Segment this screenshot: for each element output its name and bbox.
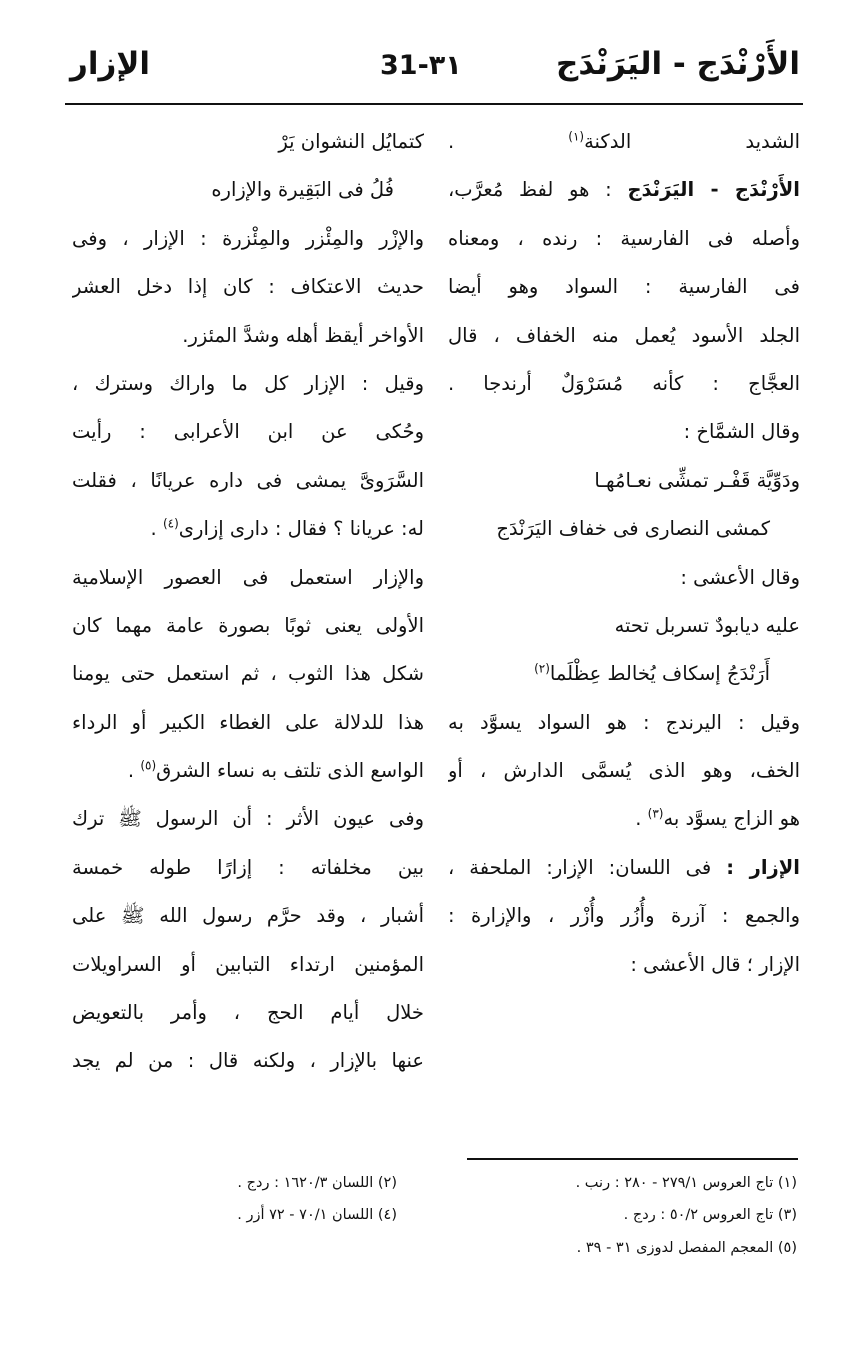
- entry-headword: الأَرْنْدَج - اليَرَنْدَج: [627, 178, 800, 202]
- text-line: الإزار ؛ قال الأعشى :: [630, 952, 800, 976]
- text-line: وقيل : اليرندج : هو السواد يسوَّد به: [448, 710, 800, 734]
- page-number: 31-٣١: [380, 50, 462, 81]
- text-line: الشديد الدكنة$^{(١)}$ .: [448, 129, 800, 153]
- text-line: والجمع : آزرة وأُزُر وأُزْر ، والإزارة :: [448, 904, 800, 928]
- text-line: وقال الأعشى :: [680, 565, 800, 589]
- footnote-5: (٥) المعجم المفصل لدوزى ٣١ - ٣٩ .: [576, 1240, 797, 1256]
- page-header: [70, 44, 800, 94]
- text-line: وقيل : الإزار كل ما واراك وسترك ،: [72, 371, 424, 395]
- text-line: عنها بالإزار ، ولكنه قال : من لم يجد: [72, 1049, 424, 1073]
- text-line: وأصله فى الفارسية : رنده ، ومعناه: [448, 226, 800, 250]
- text-line: هذا للدلالة على الغطاء الكبير أو الرداء: [72, 710, 424, 734]
- text-line: والإزار استعمل فى العصور الإسلامية: [72, 565, 424, 589]
- text-line: وحُكى عن ابن الأعرابى : رأيت: [72, 420, 424, 444]
- text-line: له: عريانا ؟ فقال : دارى إزارى$^{(٤)}$ .: [150, 516, 424, 541]
- verse-line: كتمايُل النشوان يَرْ: [278, 130, 424, 153]
- footnote-rule: [467, 1158, 798, 1160]
- running-title-right: الأَرْنْدَج - اليَرَنْدَج: [556, 46, 800, 82]
- text-line: المؤمنين ارتداء التبابين أو السراويلات: [72, 952, 424, 976]
- entry-heading-line: الأَرْنْدَج - اليَرَنْدَج : هو لفظ مُعرَّب،: [448, 178, 800, 202]
- text-line: الجلد الأسود يُعمل منه الخفاف ، قال: [448, 323, 800, 347]
- footnote-1: (١) تاج العروس ٢٧٩/١ - ٢٨٠ : رنب .: [575, 1175, 797, 1191]
- text-line: العجَّاج : كأنه مُسَرْوَلٌ أرندجا .: [448, 371, 800, 395]
- text-line: بين مخلفاته : إزارًا طوله خمسة: [72, 855, 424, 879]
- right-column: [448, 118, 800, 989]
- text-line: وفى عيون الأثر : أن الرسول ﷺ ترك: [72, 807, 424, 831]
- text-line: وقال الشمَّاخ :: [683, 420, 800, 444]
- running-title-left: الإزار: [70, 46, 151, 82]
- text-line: خلال أيام الحج ، وأمر بالتعويض: [72, 1001, 424, 1025]
- text-line: شكل هذا الثوب ، ثم استعمل حتى يومنا: [72, 662, 424, 686]
- footnote-3: (٣) تاج العروس ٥٠/٢ : ردج .: [623, 1207, 797, 1223]
- text-line: أشبار ، وقد حرَّم رسول الله ﷺ على: [72, 904, 424, 928]
- entry-headword: الإزار :: [726, 855, 800, 879]
- text-line: والإزْر والمِئْزر والمِئْزرة : الإزار ، وفى: [72, 226, 424, 250]
- text-line: الواسع الذى تلتف به نساء الشرق$^{(٥)}$ .: [127, 758, 424, 783]
- header-rule: [65, 103, 803, 105]
- text-line: الأواخر أيقظ أهله وشدَّ المئزر.: [182, 323, 424, 347]
- verse-line: كمشى النصارى فى خفاف اليَرَنْدَج: [496, 517, 770, 541]
- footnote-4: (٤) اللسان ٧٠/١ - ٧٢ أزر .: [237, 1207, 397, 1223]
- text-line: حديث الاعتكاف : كان إذا دخل العشر: [72, 275, 424, 299]
- verse-line: ودَوِّيَّة قَفْـر تمشِّى نعـامُهـا: [594, 468, 800, 492]
- text-line: الخف، وهو الذى يُسمَّى الدارش ، أو: [448, 759, 800, 783]
- entry-heading-line: الإزار : فى اللسان: الإزار: الملحفة ،: [448, 855, 800, 879]
- text-line: الأولى يعنى ثوبًا بصورة عامة مهما كان: [72, 613, 424, 637]
- footnote-2: (٢) اللسان ١٦٢٠/٣ : ردج .: [237, 1175, 397, 1191]
- text-line: فى الفارسية : السواد وهو أيضا: [448, 275, 800, 299]
- verse-line: فُلُ فى البَقِيرة والإزاره: [211, 178, 394, 202]
- text-line: هو الزاج يسوَّد به$^{(٣)}$ .: [635, 806, 800, 831]
- text-line: السَّرَوىَّ يمشى فى داره عريانًا ، فقلت: [72, 468, 424, 492]
- left-column: [72, 118, 424, 1086]
- verse-line: أَرَنْدَجُ إسكاف يُخالط عِظْلَما$^{(٢)}$: [534, 661, 770, 686]
- verse-line: عليه ديابودٌ تسربل تحته: [614, 613, 800, 637]
